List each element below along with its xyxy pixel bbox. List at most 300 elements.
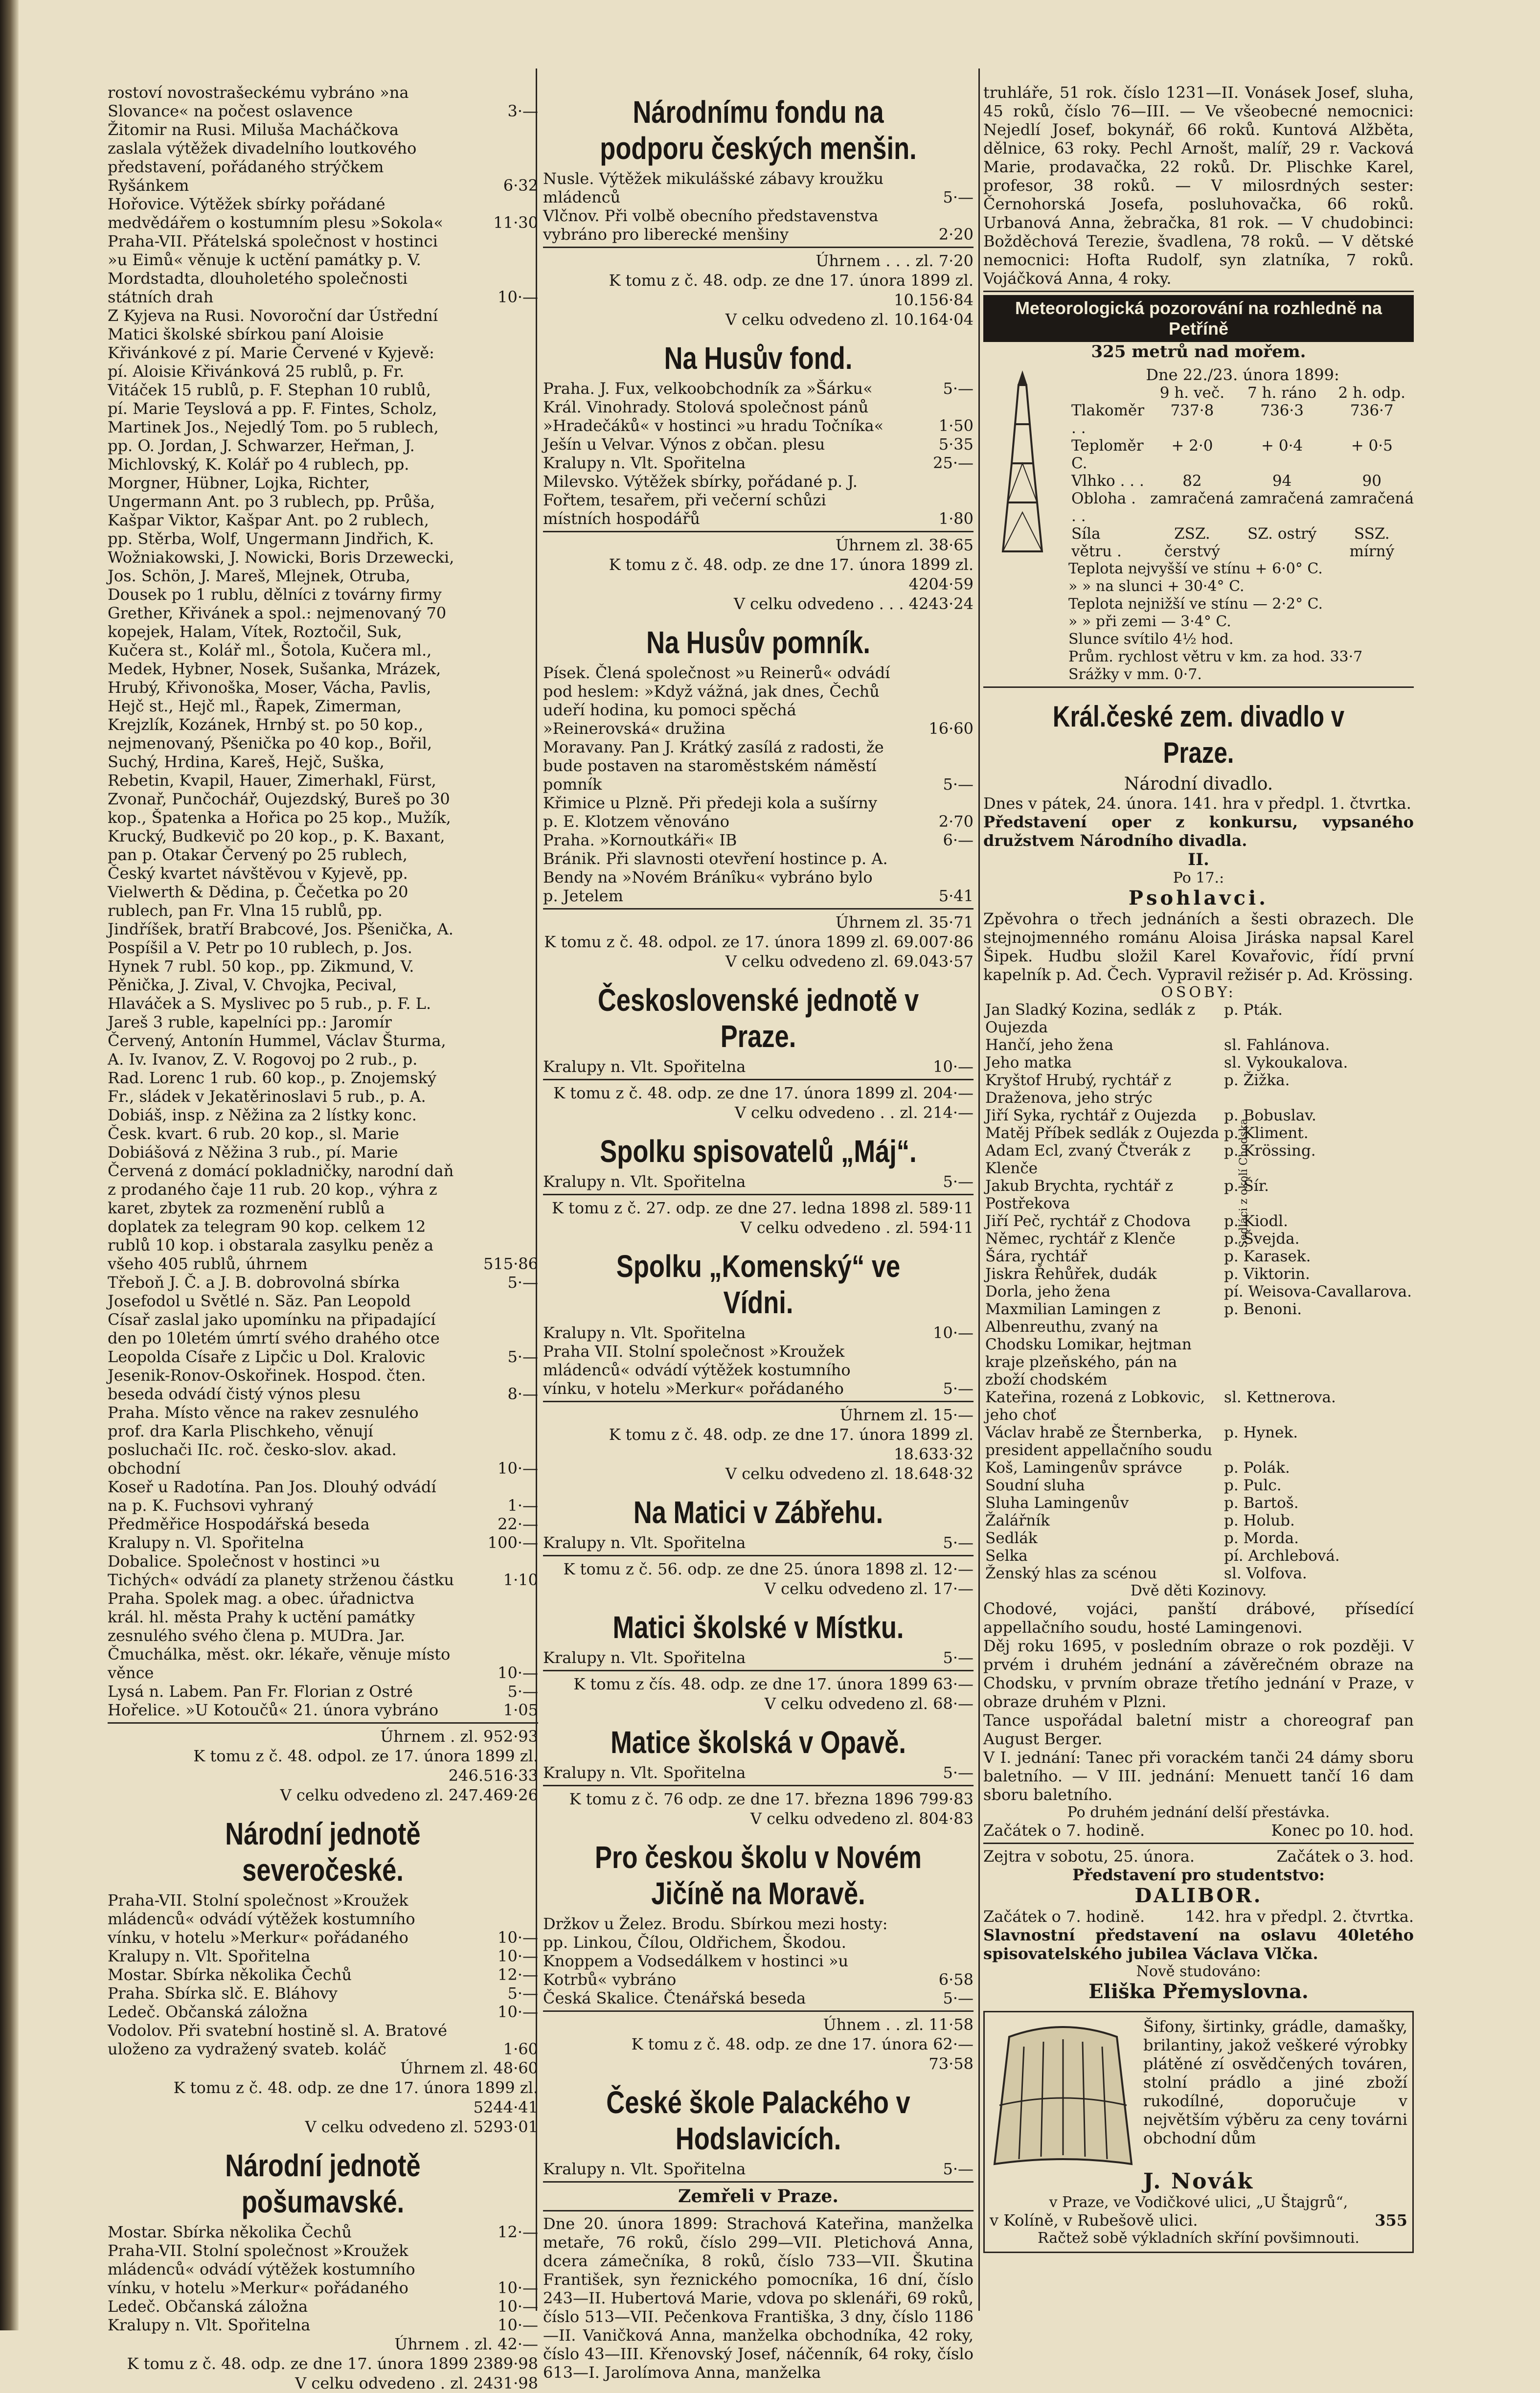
donation-text: Česká Skalice. Čtenářská beseda (543, 1989, 806, 2007)
donation-list (543, 1648, 974, 1667)
cast-role: Kateřina, rozená z Lobkovic, jeho choť (985, 1389, 1205, 1424)
donation-entry (543, 379, 974, 398)
cast-role: Jiří Syka, rychtář z Oujezda (985, 1107, 1197, 1124)
cast-row (983, 1529, 1414, 1547)
cast-row (983, 1565, 1414, 1582)
cast-row (983, 1036, 1414, 1054)
cast-row (983, 1477, 1414, 1494)
cast-role: Jakub Brychta, rychtář z Postřekova (985, 1177, 1174, 1212)
divider (543, 2181, 974, 2183)
weather-notes (1068, 560, 1417, 684)
cast-role: Koš, Lamingenův správce (985, 1459, 1182, 1477)
donation-entry (543, 1172, 974, 1191)
weather-value: 737·8 (1170, 402, 1214, 419)
cast-row (983, 1389, 1414, 1424)
donation-list (543, 1533, 974, 1552)
donation-entry (543, 849, 974, 905)
donation-text: Praha. »Kornoutkáři« IB (543, 831, 737, 849)
donation-text: Milevsko. Výtěžek sbírky, pořádané p. J. Fořtem, tesařem, při večerní schůzi místních hospodářů (543, 472, 858, 528)
donation-text: rostoví novostrašeckému vybráno »na Slovance« na počest oslavence (108, 83, 409, 120)
cast-actor: p. Holub. (1224, 1512, 1295, 1529)
student-show: Představení pro studentstvo: (1072, 1866, 1325, 1884)
divider (108, 1722, 538, 1724)
donation-text: Kralupy n. Vlt. Spořitelna (543, 1648, 746, 1667)
section-total: K tomu z č. 56. odp. ze dne 25. února 1898 zl. 12·— (563, 1560, 974, 1578)
cast-actor: p. Kliment. (1224, 1124, 1309, 1142)
section-total: K tomu z č. 48. odp. ze dne 17. února 62·— (631, 2035, 974, 2053)
weather-value: + 0·5 (1351, 437, 1393, 455)
column-right (983, 83, 1414, 2321)
donation-entry (108, 1533, 538, 1552)
donation-amount: 5·— (943, 775, 974, 794)
section-total: V celku odvedeno . . . 4243·24 (733, 594, 974, 613)
weather-value: ZSZ. čerstvý (1164, 525, 1220, 560)
donation-entry (108, 1515, 538, 1533)
cast-actor: p. Hynek. (1224, 1424, 1298, 1441)
donation-text: Kralupy n. Vlt. Spořitelna (543, 1323, 746, 1342)
donation-entry (543, 1057, 974, 1076)
donation-text: Kralupy n. Vlt. Spořitelna (108, 2316, 311, 2334)
cast-actor: p. Polák. (1224, 1459, 1290, 1477)
donation-amount: 1·10 (503, 1571, 538, 1589)
donation-list (543, 1172, 974, 1191)
weather-value: 736·7 (1350, 402, 1394, 419)
donation-entry (108, 1947, 538, 1965)
second-subscription: 142. hra v předpl. 2. čtvrtka. (1185, 1907, 1414, 1926)
weather-row (1068, 472, 1417, 490)
play-setting: Děj roku 1695, v posledním obraze o rok později. V prvém i druhém jednání a závěrečném obraze na Chodsku, v prvním obraze třetího jednání v Praze, v obraze druhém v Plzni. (983, 1637, 1414, 1711)
weather-value: SSZ. mírný (1349, 525, 1395, 560)
cast-row (983, 1512, 1414, 1529)
gala-play: Eliška Přemyslovna. (1088, 1980, 1309, 2003)
donation-text: Kralupy n. Vlt. Spořitelna (543, 1533, 746, 1552)
cast-role: Ženský hlas za scénou (985, 1565, 1157, 1582)
donation-entry (108, 1273, 538, 1292)
ad-footer: Račtež sobě výkladních skříní povšimnouti. (1038, 2230, 1359, 2247)
carried-total: K tomu z č. 48. odpol. ze 17. února 1899 zl. 246.516·33 (193, 1747, 538, 1785)
weather-row (1068, 490, 1417, 525)
donation-amount: 8·— (507, 1385, 538, 1403)
donation-amount: 3·— (507, 102, 538, 120)
donation-amount: 11·30 (493, 213, 538, 232)
ad-address-2: v Kolíně, v Rubešově ulici. (990, 2211, 1198, 2230)
donation-entry (108, 1589, 538, 1682)
donation-text: Josefodol u Světlé n. Săz. Pan Leopold Císař zaslal jako upomínku na připadající den po 10letém úmrtí svého drahého otce Leopolda Císaře z Lipčic u Dol. Kralovic (108, 1292, 440, 1366)
donation-entry (108, 1891, 538, 1947)
divider (983, 291, 1414, 292)
divider (543, 1555, 974, 1556)
cast-role: Hančí, jeho žena (985, 1036, 1114, 1054)
donation-text: Praha-VII. Přátelská společnost v hostinci »u Eimů« věnuje k uctění památky p. V. Mordstadta, dlouholetého společnosti státních drah (108, 232, 438, 306)
donation-text: Praha-VII. Stolní společnost »Kroužek mládenců« odvádí výtěžek kostumního vínku, v hotelu »Merkur« pořádaného (108, 1891, 415, 1947)
cast-role: Soudní sluha (985, 1477, 1085, 1494)
donation-text: Kralupy n. Vlt. Spořitelna (543, 1057, 746, 1076)
donation-list (543, 1057, 974, 1076)
weather-note: Teplota nejnižší ve stínu — 2·2° C. (1068, 595, 1323, 613)
donation-amount: 5·— (943, 379, 974, 398)
weather-note: » » na slunci + 30·4° C. (1068, 578, 1245, 595)
weather-block (983, 365, 1414, 684)
donation-amount: 1·— (507, 1496, 538, 1515)
donation-list (543, 379, 974, 528)
donation-text: Praha. Sbírka slč. E. Bláhovy (108, 1984, 338, 2003)
donation-text: Mostar. Sbírka několika Čechů (108, 2223, 352, 2241)
cast-row (983, 1547, 1414, 1565)
donation-entry (543, 1763, 974, 1782)
donation-entry (543, 738, 974, 794)
donation-amount: 22·— (498, 1515, 538, 1533)
donation-amount: 10·— (498, 1928, 538, 1947)
donation-text: Kralupy n. Vl. Spořitelna (108, 1533, 304, 1552)
donation-entry (108, 2241, 538, 2297)
donation-text: Vodolov. Při svatební hostině sl. A. Bratové uloženo za vydražený svateb. koláč (108, 2021, 448, 2058)
donation-text: Kralupy n. Vlt. Spořitelna (108, 1947, 311, 1965)
grand-total: V celku odvedeno . zl. 2431·98 (295, 2374, 538, 2393)
weather-column-header: 7 h. ráno (1247, 384, 1317, 402)
section-total: V celku odvedeno zl. 68·— (764, 1694, 974, 1713)
cast-row (983, 1001, 1414, 1036)
donation-entry (108, 120, 538, 195)
donation-list (543, 169, 974, 244)
donation-text: Žitomir na Rusi. Miluša Macháčkova zaslala výtěžek divadelního loutkového představení, pořádaného strýčkem Ryšánkem (108, 120, 417, 195)
donation-amount: 6·58 (938, 1970, 974, 1989)
donation-amount: 10·— (933, 1057, 974, 1076)
donation-entry (543, 1989, 974, 2007)
cast-actor: sl. Fahlánova. (1224, 1036, 1330, 1054)
cast-role: Jiří Peč, rychtář z Chodova (985, 1212, 1191, 1230)
cast-actor: p. Kiodl. (1224, 1212, 1288, 1230)
donation-entry (108, 232, 538, 306)
donation-amount: 5·— (943, 2160, 974, 2178)
donation-text: Ledeč. Občanská záložna (108, 2003, 308, 2021)
donation-text: Hořovice. Výtěžek sbírky pořádané medvědářem o kostumním plesu »Sokola« (108, 195, 443, 232)
weather-row-label: Obloha . . . (1071, 490, 1136, 525)
cast-actor: sl. Kettnerova. (1224, 1389, 1336, 1406)
donation-entry (543, 454, 974, 472)
weather-note: Teplota nejvyšší ve stínu + 6·0° C. (1068, 560, 1323, 577)
weather-note: » » při zemi — 3·4° C. (1068, 613, 1231, 630)
weather-row-label: Síla větru . (1071, 525, 1122, 560)
donation-entry (543, 435, 974, 454)
weather-row (1068, 402, 1417, 437)
donation-list (543, 1914, 974, 2007)
section-heading: Na Husův pomník. (646, 625, 870, 660)
grand-total: V celku odvedeno zl. 247.469·26 (280, 1786, 538, 1804)
play-description: Zpěvohra o třech jednáních a šesti obrazech. Dle stejnojmenného románu Aloisa Jiráska napsal Karel Šipek. Hudbu složil Karel Kovařovic, řídí první kapelník p. Ad. Čech. Vypravil režisér p. Ad. Krössing. (983, 910, 1414, 984)
cast-role: Dorla, jeho žena (985, 1283, 1111, 1300)
donation-amount: 1·50 (938, 416, 974, 435)
donation-text: Moravany. Pan J. Krátký zasílá z radosti, že bude postaven na staroměstském náměstí pomník (543, 738, 884, 794)
weather-row-label: Vlhko . . . (1071, 472, 1144, 490)
theatre-subheading: Národní divadlo. (1124, 774, 1273, 794)
donation-amount: 1·80 (938, 509, 974, 528)
donation-amount: 100·— (487, 1533, 538, 1552)
donation-amount: 515·86 (483, 1254, 538, 1273)
newspaper-page (34, 0, 1531, 2393)
donation-amount: 2·70 (938, 812, 974, 831)
donation-amount: 5·— (943, 1172, 974, 1191)
donation-entry (108, 2003, 538, 2021)
column-middle (543, 83, 974, 2382)
donation-entry (543, 206, 974, 244)
cast-actor: pí. Archlebová. (1224, 1547, 1340, 1565)
donation-text: Mostar. Sbírka několika Čechů (108, 1965, 352, 1984)
weather-row-label: Teploměr C. (1071, 437, 1144, 472)
divider (543, 1670, 974, 1671)
donation-text: Předměřice Hospodářská beseda (108, 1515, 370, 1533)
ad-text: Šifony, širtinky, grádle, damašky, brilantiny, jakož veškeré výrobky plátěné zí osvědčených továren, stolní prádlo a jiné zboží rukodílné, doporučuje v největším výběru za ceny továrni obchodní dům (1143, 2017, 1407, 2147)
dance-detail: V I. jednání: Tanec při vorackém tanči 24 dámy sboru baletního. — V III. jednání: Menuett tančí 16 dam sboru baletního. (983, 1748, 1414, 1804)
cast-row (983, 1230, 1414, 1248)
weather-row-label: Tlakoměr . . (1071, 402, 1145, 437)
cast-role: Jeho matka (985, 1054, 1072, 1071)
section-total: Úhrnem . . . zl. 7·20 (815, 251, 974, 270)
section-total: K tomu z č. 48. odp. ze dne 17. února 1899 zl. 10.156·84 (609, 271, 974, 309)
donation-entry (108, 306, 538, 1273)
donation-entry (108, 1552, 538, 1589)
donation-amount: 5·41 (938, 887, 974, 905)
cast-role: Kryštof Hrubý, rychtář z Draženova, jeho strýc (985, 1071, 1172, 1107)
donation-amount: 10·— (498, 2279, 538, 2297)
donation-text: Bránik. Při slavnosti otevření hostince p. A. Bendy na »Novém Bránîku« vybráno bylo p. Jetelem (543, 849, 888, 905)
weather-table (1068, 384, 1417, 560)
subtotal: Úhrnem . zl. 952·93 (380, 1727, 538, 1746)
advertisement (983, 2011, 1414, 2253)
donation-text: Držkov u Želez. Brodu. Sbírkou mezi hosty: pp. Linkou, Čílou, Oldřichem, Škodou. Knoppem a Vodsedálkem v hostinci »u Kotrbů« vybráno (543, 1914, 888, 1989)
cast-table (983, 1001, 1414, 1582)
donation-text: Praha. Místo věnce na rakev zesnulého prof. dra Karla Plischkeho, věnují posluchači IIc. roč. česko-slov. akad. obchodní (108, 1403, 419, 1478)
donation-amount: 5·— (507, 1682, 538, 1701)
cast-children: Dvě děti Kozinovy. (1130, 1582, 1267, 1599)
donation-list (108, 2223, 538, 2334)
section-heading: Na Husův fond. (664, 341, 853, 376)
divider (983, 686, 1414, 688)
ad-merchant: J. Novák (1143, 2169, 1254, 2194)
section-total: V celku odvedeno . zl. 594·11 (740, 1218, 974, 1237)
cast-actor: p. Morda. (1224, 1529, 1299, 1547)
section-heading: Spolku spisovatelů „Máj“. (600, 1134, 917, 1169)
donation-amount: 5·— (943, 1989, 974, 2007)
cast-actor: p. Viktorin. (1224, 1265, 1310, 1283)
cast-row (983, 1107, 1414, 1124)
donation-amount: 6·32 (503, 176, 538, 195)
cast-actor: pí. Weisova-Cavallarova. (1224, 1283, 1412, 1300)
cast-row (983, 1071, 1414, 1107)
cast-heading: OSOBY: (1161, 984, 1236, 1001)
cast-actor: p. Žižka. (1224, 1071, 1290, 1089)
theatre-heading: Král.české zem. divadlo v Praze. (1052, 700, 1345, 769)
cast-row (983, 1300, 1414, 1389)
fund-sections (543, 94, 974, 2178)
donation-entry (108, 195, 538, 232)
start-time: Začátek o 7. hodině. (983, 1821, 1145, 1840)
section-total: K tomu z č. 27. odp. ze dne 27. ledna 1898 zl. 589·11 (551, 1199, 974, 1217)
play-title: Psohlavci. (1128, 887, 1269, 910)
theatre-occasion: Představení oper z konkursu, vypsaného družstvem Národního divadla. (983, 813, 1414, 850)
section-total: K tomu z č. 48. odp. ze dne 17. února 1899 zl. 204·— (553, 1084, 974, 1102)
cast-role: Němec, rychtář z Klenče (985, 1230, 1176, 1248)
weather-value: zamračená (1330, 490, 1414, 507)
cast-role: Václav hrabě ze Šternberka, president appellačního soudu (985, 1424, 1213, 1459)
donation-entry (108, 2316, 538, 2334)
section-total: V celku odvedeno zl. 10.164·04 (725, 310, 974, 329)
donation-amount: 6·— (943, 831, 974, 849)
cast-row (983, 1177, 1414, 1212)
donation-amount: 1·05 (503, 1701, 538, 1719)
donation-amount: 10·— (498, 2003, 538, 2021)
donation-text: Ješín u Velvar. Výnos z občan. plesu (543, 435, 825, 454)
weather-value: + 0·4 (1261, 437, 1303, 455)
divider (543, 531, 974, 532)
donation-entry (108, 1701, 538, 1719)
section-total: V celku odvedeno zl. 69.043·57 (725, 952, 974, 971)
donation-entry (543, 1323, 974, 1342)
subtotal: Úhrnem zl. 48·60 (400, 2059, 538, 2077)
section-total: V celku odvedeno zl. 17·— (764, 1579, 974, 1598)
carried-total: K tomu z č. 48. odp. ze dne 17. února 1899 2389·98 (127, 2354, 538, 2373)
section-heading: Pro českou školu v Novém Jičíně na Moravě. (595, 1840, 922, 1911)
intermission: Po druhém jednání delší přestávka. (1067, 1804, 1330, 1821)
donation-text: Praha VII. Stolní společnost »Kroužek mládenců« odvádí výtěžek kostumního vínku, v hotelu »Merkur« pořádaného (543, 1342, 851, 1398)
donation-amount: 5·— (943, 1533, 974, 1552)
fabric-illustration (990, 2017, 1136, 2169)
weather-value: 90 (1362, 472, 1381, 490)
donation-entry (108, 1682, 538, 1701)
cast-actor: p. Bartoš. (1224, 1494, 1299, 1512)
donation-amount: 5·— (943, 1648, 974, 1667)
theatre-roman: II. (1188, 850, 1209, 869)
section-total: 73·58 (929, 2054, 974, 2073)
donation-entry (543, 1914, 974, 1989)
deaths-continued: truhláře, 51 rok. číslo 1231—II. Vonásek Josef, sluha, 45 roků, číslo 76—III. — Ve všeobecné nemocnici: Nejedlí Josef, bokynář, 66 roků. Kuntová Alžběta, dělnice, 63 roky. Pechl Arnošt, malíř, 29 r. Vacková Marie, prodavačka, 22 roků. Dr. Plischke Karel, profesor, 38 roků. — V milosrdných sester: Černohorská Josefa, posluhovačka, 66 roků. Urbanová Anna, žebračka, 81 rok. — V chudobinci: Božděchová Terezie, švadlena, 78 roků. — V dětské nemocnici: Hofta Rudolf, syn zlatníka, 7 roků. Vojáčková Anna, 4 roky. (983, 83, 1414, 288)
donation-amount: 25·— (933, 454, 974, 472)
donation-list (543, 1763, 974, 1782)
weather-note: Slunce svítilo 4½ hod. (1068, 631, 1234, 648)
donation-text: Kralupy n. Vlt. Spořitelna (543, 454, 746, 472)
weather-value: zamračená (1150, 490, 1234, 507)
section-total: V celku odvedeno zl. 18.648·32 (725, 1464, 974, 1483)
cast-row (983, 1142, 1414, 1177)
donation-amount: 10·— (498, 1947, 538, 1965)
divider (983, 1843, 1414, 1844)
cast-actor: p. Krössing. (1224, 1142, 1316, 1160)
donation-list (108, 1891, 538, 2058)
donation-text: Kralupy n. Vlt. Spořitelna (543, 2160, 746, 2178)
donation-list (543, 1323, 974, 1398)
donation-list (543, 2160, 974, 2178)
weather-value: 94 (1272, 472, 1292, 490)
donation-text: Praha-VII. Stolní společnost »Kroužek mládenců« odvádí výtěžek kostumního vínku, v hotelu »Merkur« pořádaného (108, 2241, 415, 2297)
donation-amount: 10·— (498, 1459, 538, 1478)
column-rule (978, 68, 980, 2311)
donation-entry (108, 2021, 538, 2058)
cast-row (983, 1424, 1414, 1459)
cast-row (983, 1265, 1414, 1283)
section-heading: Matice školská v Opavě. (611, 1725, 906, 1760)
divider (543, 247, 974, 248)
cast-chorus: Chodové, vojáci, panští drábové, přísedící appellačního soudu, hosté Lamingenovi. (983, 1599, 1414, 1637)
weather-date: Dne 22./23. února 1899: (1146, 365, 1339, 384)
donation-entry (108, 1292, 538, 1366)
cast-role: Adam Ecl, zvaný Čtverák z Klenče (985, 1142, 1191, 1177)
second-play-title: DALIBOR. (1134, 1884, 1263, 1907)
donation-amount: 5·— (507, 1273, 538, 1292)
cast-role: Maxmilian Lamingen z Albenreuthu, zvaný na Chodsku Lomikar, hejtman kraje plzeňského, pán na zboží chodském (985, 1300, 1192, 1389)
cast-actor: p. Pulc. (1224, 1477, 1282, 1494)
donation-entry (543, 398, 974, 435)
donation-entry (543, 1342, 974, 1398)
donation-amount: 10·— (933, 1323, 974, 1342)
section-total: K tomu z čís. 48. odp. ze dne 17. února 1899 63·— (573, 1675, 974, 1693)
divider (543, 2010, 974, 2012)
donation-entry (108, 1366, 538, 1403)
donation-entry (108, 1965, 538, 1984)
donation-amount: 10·— (498, 1664, 538, 1682)
gala-sub: Nově studováno: (1136, 1963, 1261, 1980)
grand-total: V celku odvedeno zl. 5293·01 (305, 2118, 538, 2136)
cast-role: Šára, rychtář (985, 1248, 1087, 1265)
donation-amount: 1·60 (503, 2040, 538, 2058)
section-total: K tomu z č. 48. odp. ze dne 17. února 1899 zl. 18.633·32 (609, 1425, 974, 1463)
donation-amount: 16·60 (929, 719, 974, 738)
deaths-heading: Zemřeli v Praze. (678, 2186, 838, 2207)
donation-list (108, 83, 538, 1719)
second-start: Začátek o 7. hodině. (983, 1907, 1145, 1926)
weather-value: 736·3 (1260, 402, 1304, 419)
petrin-tower-illustration (983, 365, 1062, 561)
tomorrow: Zejtra v sobotu, 25. února. (983, 1847, 1195, 1866)
donation-text: Vlčnov. Při volbě obecního představenstva vybráno pro liberecké menšiny (543, 206, 879, 244)
section-total: Úhrnem zl. 15·— (839, 1406, 974, 1424)
cast-role: Selka (985, 1547, 1028, 1565)
cast-actor: p. Švejda. (1224, 1230, 1300, 1248)
donation-text: Lysá n. Labem. Pan Fr. Florian z Ostré (108, 1682, 413, 1701)
donation-text: Písek. Člená společnost »u Reinerů« odvádí pod heslem: »Když vážná, jak dnes, Čechů udeří hodina, ku pomoci spěchá »Reinerovská« družina (543, 663, 890, 738)
carried-total: K tomu z č. 48. odp. ze dne 17. února 1899 zl. 5244·41 (173, 2078, 538, 2117)
theatre-date: Dnes v pátek, 24. února. 141. hra v předpl. 1. čtvrtka. (983, 794, 1411, 813)
donation-text: Praha. Spolek mag. a obec. úřadnictva král. hl. města Prahy k uctění památky zesnulého svého člena p. MUDra. Jar. Čmuchálka, měst. okr. lékaře, věnuje místo věnce (108, 1589, 451, 1682)
cast-row (983, 1494, 1414, 1512)
divider (543, 908, 974, 910)
donation-text: Dobalice. Společnost v hostinci »u Tichých« odvádí za planety strženou částku (108, 1552, 454, 1589)
section-heading: Československé jednotě v Praze. (597, 982, 919, 1054)
section-total: Úhrnem zl. 35·71 (836, 913, 974, 932)
donation-text: Jesenik-Ronov-Oskořinek. Hospod. čten. beseda odvádí čistý výnos plesu (108, 1366, 426, 1403)
divider (543, 1079, 974, 1080)
section-heading: České škole Palackého v Hodslavicích. (606, 2085, 910, 2156)
cast-actor: p. Benoni. (1224, 1300, 1302, 1318)
cast-role: Matěj Příbek sedlák z Oujezda (985, 1124, 1220, 1142)
donation-text: Král. Vinohrady. Stolová společnost pánů »Hradečáků« v hostinci »u hradu Točníka« (543, 398, 884, 435)
end-time: Konec po 10. hod. (1271, 1821, 1414, 1840)
dance-credit: Tance uspořádal baletní mistr a choreograf pan August Berger. (983, 1711, 1414, 1748)
donation-entry (543, 1648, 974, 1667)
gala-show: Slavnostní představení na oslavu 40letého spisovatelského jubilea Václava Vlčka. (983, 1926, 1414, 1963)
donation-text: Ledeč. Občanská záložna (108, 2297, 308, 2316)
tomorrow-start: Začátek o 3. hod. (1276, 1847, 1414, 1866)
section-total: V celku odvedeno zl. 804·83 (750, 1809, 974, 1828)
deaths-text: Dne 20. února 1899: Strachová Kateřina, manželka metaře, 76 roků, číslo 299—VII. Pletichová Anna, dcera zámečníka, 8 roků, číslo 733—VII. Škutina František, syn řeznického pomocníka, 16 dní, číslo 243—II. Hubertová Marie, vdova po sklenáři, 69 roků, číslo 513—VII. Pečenkova Františka, 3 dny, číslo 1186—II. Vaničková Anna, manželka obchodníka, 42 roky, číslo 43—III. Křenovský Josef, náčenník, 64 roky, číslo 613—I. Jarolímova Anna, manželka (543, 2214, 974, 2382)
donation-entry (108, 1478, 538, 1515)
donation-amount: 10·— (498, 288, 538, 306)
cast-row (983, 1459, 1414, 1477)
donation-amount: 2·20 (938, 225, 974, 244)
ad-number: 355 (1375, 2211, 1407, 2230)
donation-text: Kralupy n. Vlt. Spořitelna (543, 1172, 746, 1191)
donation-entry (543, 1533, 974, 1552)
weather-value: 82 (1182, 472, 1202, 490)
weather-value: + 2·0 (1171, 437, 1213, 455)
